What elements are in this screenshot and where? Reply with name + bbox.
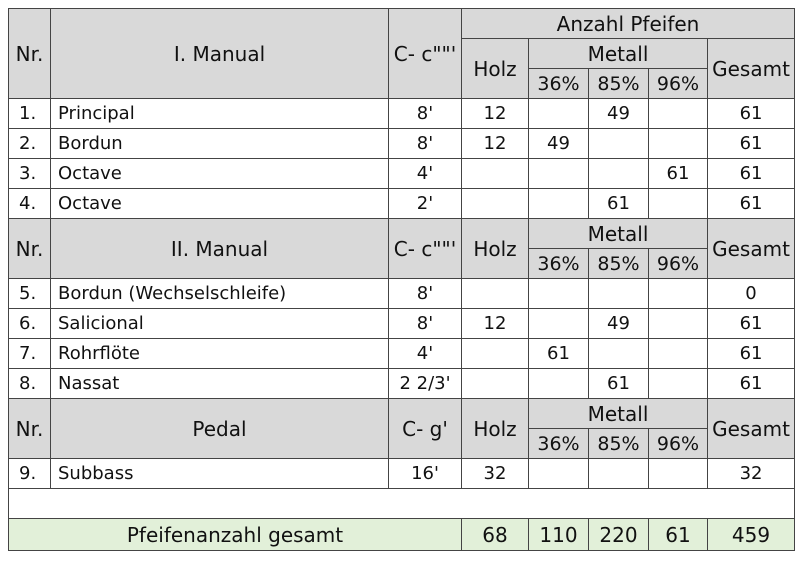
section-title-pedal: Pedal (51, 399, 389, 459)
metall-header: Metall (529, 219, 708, 249)
gesamt-count: 61 (708, 159, 795, 189)
gesamt-count: 61 (708, 129, 795, 159)
stop-pitch: 4' (389, 339, 462, 369)
holz-count: 12 (462, 309, 529, 339)
stop-number: 5. (9, 279, 51, 309)
total-metall-85: 220 (589, 519, 649, 551)
total-row (9, 519, 795, 551)
table-row (9, 459, 795, 489)
table-row (9, 339, 795, 369)
stop-name: Rohrflöte (51, 339, 389, 369)
gesamt-count: 61 (708, 369, 795, 399)
metall-36-count: 49 (529, 129, 589, 159)
metall-96-count (649, 129, 708, 159)
metall-85-header: 85% (589, 429, 649, 459)
stop-pitch: 8' (389, 99, 462, 129)
holz-header: Holz (462, 399, 529, 459)
holz-count (462, 159, 529, 189)
holz-header: Holz (462, 219, 529, 279)
blank-row (9, 489, 795, 519)
table-row (9, 189, 795, 219)
holz-count (462, 279, 529, 309)
metall-96-count (649, 339, 708, 369)
metall-36-header: 36% (529, 69, 589, 99)
range-header-manual-2: C- c""' (389, 219, 462, 279)
range-header-pedal: C- g' (389, 399, 462, 459)
metall-36-header: 36% (529, 249, 589, 279)
section-header-row (9, 219, 795, 249)
metall-36-count (529, 309, 589, 339)
blank-cell (9, 489, 795, 519)
metall-96-count (649, 99, 708, 129)
metall-96-header: 96% (649, 249, 708, 279)
metall-85-count (589, 129, 649, 159)
metall-85-count: 61 (589, 369, 649, 399)
total-gesamt: 459 (708, 519, 795, 551)
stop-name: Bordun (Wechselschleife) (51, 279, 389, 309)
metall-header: Metall (529, 399, 708, 429)
nr-header: Nr. (9, 219, 51, 279)
gesamt-header: Gesamt (708, 219, 795, 279)
total-metall-36: 110 (529, 519, 589, 551)
gesamt-header: Gesamt (708, 399, 795, 459)
table-row (9, 309, 795, 339)
holz-header: Holz (462, 39, 529, 99)
holz-count: 12 (462, 129, 529, 159)
metall-85-header: 85% (589, 249, 649, 279)
metall-85-count (589, 339, 649, 369)
range-header-manual-1: C- c""' (389, 9, 462, 99)
stop-name: Bordun (51, 129, 389, 159)
table-row (9, 159, 795, 189)
gesamt-count: 61 (708, 189, 795, 219)
stop-number: 6. (9, 309, 51, 339)
gesamt-header: Gesamt (708, 39, 795, 99)
nr-header: Nr. (9, 9, 51, 99)
total-metall-96: 61 (649, 519, 708, 551)
section-title-manual-1: I. Manual (51, 9, 389, 99)
stop-pitch: 4' (389, 159, 462, 189)
metall-85-count: 49 (589, 309, 649, 339)
section-header-row (9, 9, 795, 39)
metall-85-count: 49 (589, 99, 649, 129)
metall-header: Metall (529, 39, 708, 69)
section-header-row (9, 399, 795, 429)
stop-number: 3. (9, 159, 51, 189)
table-row (9, 129, 795, 159)
metall-36-count (529, 459, 589, 489)
metall-85-count (589, 159, 649, 189)
metall-36-count (529, 189, 589, 219)
stop-pitch: 8' (389, 279, 462, 309)
metall-85-header: 85% (589, 69, 649, 99)
metall-36-header: 36% (529, 429, 589, 459)
gesamt-count: 0 (708, 279, 795, 309)
metall-96-count (649, 279, 708, 309)
stop-name: Nassat (51, 369, 389, 399)
metall-96-header: 96% (649, 429, 708, 459)
stop-pitch: 2 2/3' (389, 369, 462, 399)
stop-number: 2. (9, 129, 51, 159)
holz-count: 32 (462, 459, 529, 489)
metall-36-count: 61 (529, 339, 589, 369)
stop-pitch: 8' (389, 309, 462, 339)
stop-number: 8. (9, 369, 51, 399)
stop-name: Octave (51, 159, 389, 189)
stop-number: 1. (9, 99, 51, 129)
stop-pitch: 16' (389, 459, 462, 489)
gesamt-count: 61 (708, 99, 795, 129)
holz-count (462, 369, 529, 399)
metall-36-count (529, 369, 589, 399)
metall-96-count (649, 309, 708, 339)
metall-36-count (529, 159, 589, 189)
stop-name: Salicional (51, 309, 389, 339)
total-holz: 68 (462, 519, 529, 551)
gesamt-count: 61 (708, 309, 795, 339)
nr-header: Nr. (9, 399, 51, 459)
stop-number: 9. (9, 459, 51, 489)
metall-36-count (529, 99, 589, 129)
section-title-manual-2: II. Manual (51, 219, 389, 279)
metall-85-count: 61 (589, 189, 649, 219)
gesamt-count: 32 (708, 459, 795, 489)
stop-number: 7. (9, 339, 51, 369)
metall-85-count (589, 459, 649, 489)
metall-96-count (649, 369, 708, 399)
holz-count (462, 339, 529, 369)
metall-96-count (649, 459, 708, 489)
metall-96-count (649, 189, 708, 219)
metall-96-header: 96% (649, 69, 708, 99)
table-row (9, 99, 795, 129)
total-label: Pfeifenanzahl gesamt (9, 519, 462, 551)
metall-85-count (589, 279, 649, 309)
metall-96-count: 61 (649, 159, 708, 189)
table-row (9, 279, 795, 309)
anzahl-pfeifen-header: Anzahl Pfeifen (462, 9, 795, 39)
stop-name: Subbass (51, 459, 389, 489)
organ-stop-table (8, 8, 795, 551)
stop-pitch: 2' (389, 189, 462, 219)
gesamt-count: 61 (708, 339, 795, 369)
holz-count: 12 (462, 99, 529, 129)
metall-36-count (529, 279, 589, 309)
stop-name: Octave (51, 189, 389, 219)
table-row (9, 369, 795, 399)
holz-count (462, 189, 529, 219)
stop-name: Principal (51, 99, 389, 129)
stop-pitch: 8' (389, 129, 462, 159)
stop-number: 4. (9, 189, 51, 219)
